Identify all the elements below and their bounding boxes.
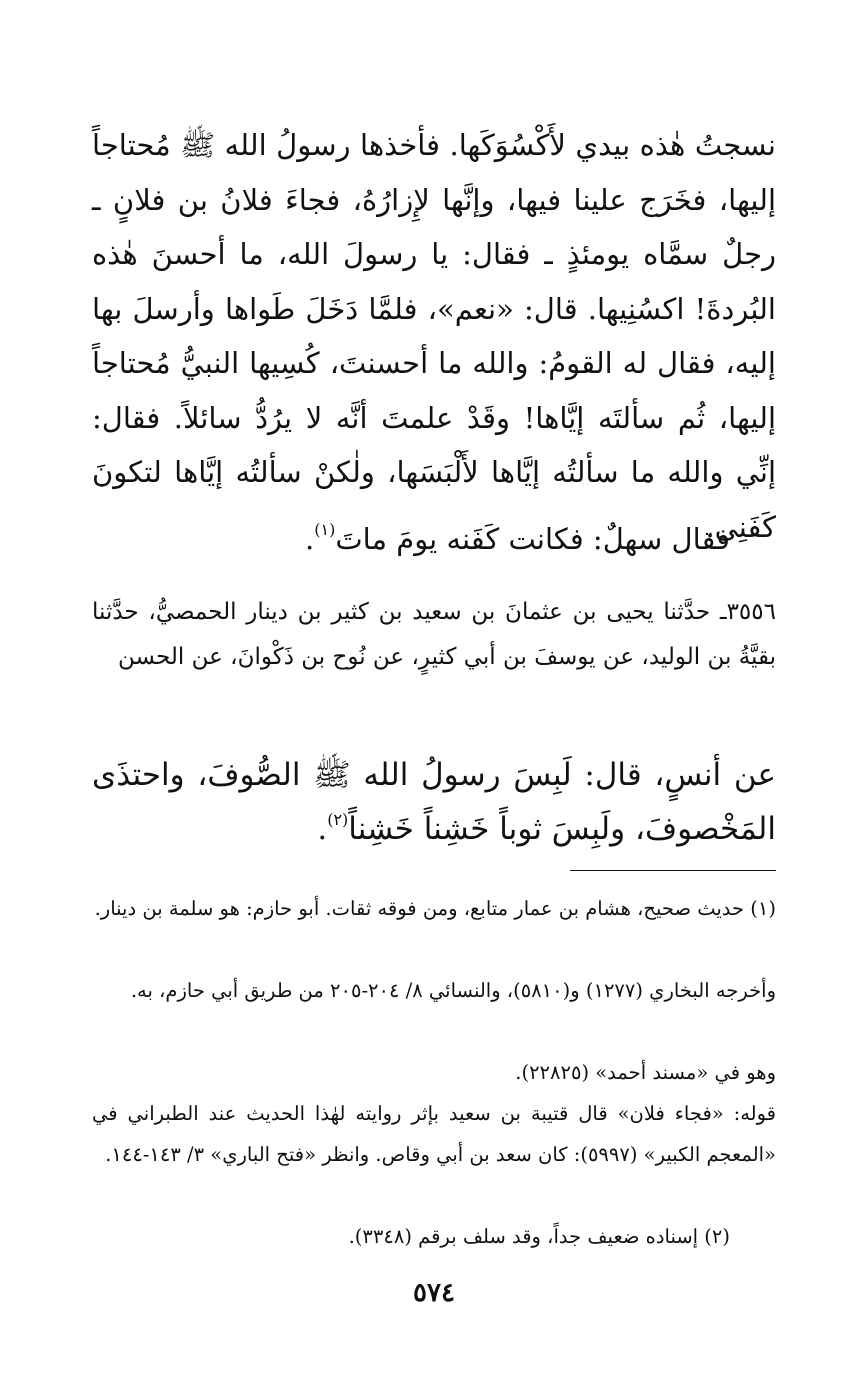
sahl-sentence-end: . — [305, 522, 315, 556]
page-number: ٥٧٤ — [413, 1278, 455, 1308]
hadith-number: ٣٥٥٦ـ — [719, 599, 776, 625]
footnote-1-grading: (١) حديث صحيح، هشام بن عمار متابع، ومن فوقه ثقات. أبو حازم: هو سلمة بن دينار. — [94, 897, 776, 920]
isnad-paragraph — [92, 590, 776, 680]
footnote-divider — [570, 870, 776, 871]
main-paragraph: نسجتُ هٰذه بيدي لأَكْسُوَكَها. فأخذها رسولُ الله ﷺ مُحتاجاً إليها، فخَرَج علينا فيها، وإنَّها لإِزارُهُ، فجاءَ فلانُ بن فلانٍ ـ رجلٌ سمَّاه يومئذٍ ـ فقال: يا رسولَ الله، ما أحسنَ هٰذه البُردةَ! اكسُنِيها. قال: «نعم»، فلمَّا دَخَلَ طَواها وأرسلَ بها إليه، فقال له القومُ: والله ما أحسنتَ، كُسِيها النبيُّ مُحتاجاً إليها، ثُم سألتَه إيَّاها! وقَدْ علمتَ أنَّه لا يرُدُّ سائلاً. فقال: إنِّي والله ما سألتُه إيَّاها لأَلْبَسَها، ولٰكنْ سألتُه إيَّاها لتكونَ كَفَنِي. — [92, 128, 776, 544]
isnad-chain: حدَّثنا يحيى بن عثمانَ بن سعيد بن كثير بن دينار الحمصيُّ، حدَّثنا بقيَّةُ بن الوليد، عن يوسفَ بن أبي كثيرٍ، عن نُوح بن ذَكْوانَ، عن الحسن — [92, 599, 776, 670]
matn-paragraph — [92, 748, 776, 856]
footnote-mark-2: (٢) — [327, 810, 349, 829]
footnote-2: (٢) إسناده ضعيف جداً، وقد سلف برقم (٣٣٤٨). — [348, 1225, 730, 1248]
sahl-sentence-line — [90, 514, 730, 564]
sahl-sentence: فقال سهلٌ: فكانت كَفَنه يومَ ماتَ — [335, 522, 730, 556]
matn-text: عن أنسٍ، قال: لَبِسَ رسولُ الله ﷺ الصُّوفَ، واحتذَى المَخْصوفَ، ولَبِسَ ثوباً خَشِناً خَشِناً — [92, 757, 776, 847]
footnote-1-musnad: وهو في «مسند أحمد» (٢٢٨٢٥). — [515, 1061, 776, 1084]
footnote-mark-1: (١) — [314, 520, 336, 539]
footnote-1-takhrij: وأخرجه البخاري (١٢٧٧) و(٥٨١٠)، والنسائي ٨/ ٢٠٤-٢٠٥ من طريق أبي حازم، به. — [130, 979, 776, 1002]
matn-end: . — [317, 811, 328, 847]
footnote-1-comment: قوله: «فجاء فلان» قال قتيبة بن سعيد بإثر روايته لهٰذا الحديث عند الطبراني في «المعجم الكبير» (٥٩٩٧): كان سعد بن أبي وقاص. وانظر «فتح الباري» ٣/ ١٤٣-١٤٤. — [92, 1102, 776, 1166]
